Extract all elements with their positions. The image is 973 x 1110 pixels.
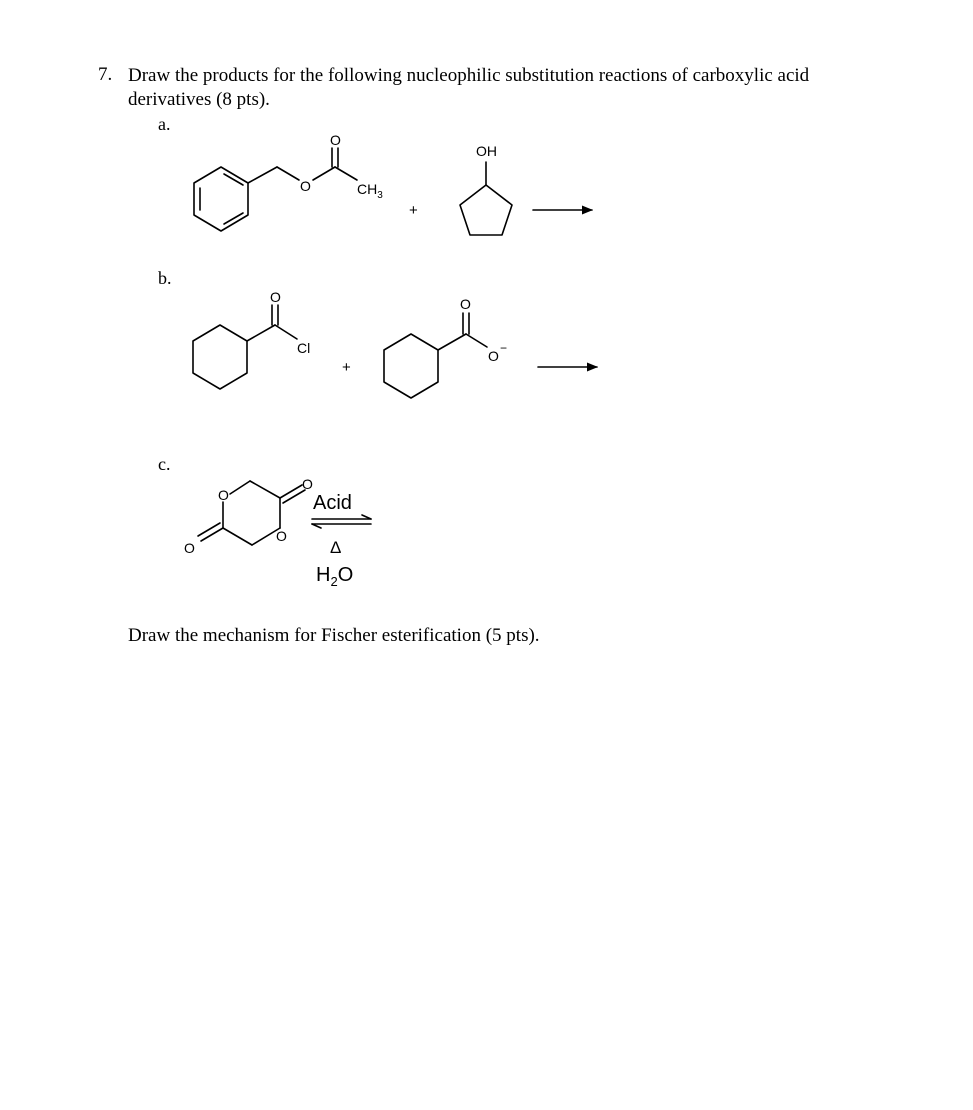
exocyclic-oxygen-1: O	[302, 476, 313, 492]
ring-oxygen-1: O	[218, 487, 229, 503]
chloride-label: Cl	[297, 340, 311, 356]
mechanism-prompt: Draw the mechanism for Fischer esterification (5 pts).	[128, 625, 540, 646]
condition-heat: Δ	[330, 538, 342, 557]
plus-sign-a: +	[409, 202, 418, 219]
condition-water: $H_2O$	[316, 564, 354, 589]
methyl-label: $CH_3$	[357, 181, 383, 201]
condition-acid: Acid	[313, 492, 352, 514]
question-prompt: Draw the products for the following nucleophilic substitution reactions of carboxylic acid derivatives (8 pts).	[128, 65, 810, 110]
ring-oxygen-2: O	[276, 528, 287, 544]
equilibrium-arrows	[312, 515, 371, 528]
cyclic-dilactone-molecule	[184, 476, 313, 556]
question-number: 7.	[98, 64, 113, 85]
carboxylate-oxygen-label: O	[488, 348, 499, 364]
carbonyl-oxygen-a: O	[330, 132, 341, 148]
carbonyl-oxygen-b1: O	[270, 289, 281, 305]
carbonyl-oxygen-b2: O	[460, 296, 471, 312]
part-a-label: a.	[158, 114, 171, 134]
cyclohexanecarbonyl-chloride-molecule	[193, 289, 310, 389]
reaction-c	[184, 476, 371, 589]
exocyclic-oxygen-2: O	[184, 540, 195, 556]
plus-sign-b: +	[342, 359, 351, 376]
cyclopentanol-molecule	[460, 143, 512, 235]
part-b-label: b.	[158, 268, 172, 288]
hydroxyl-label: OH	[476, 143, 497, 159]
benzyl-acetate-molecule	[194, 132, 383, 231]
ester-oxygen-a: O	[300, 178, 311, 194]
reaction-b	[193, 289, 597, 398]
negative-charge: −	[500, 341, 508, 355]
reaction-a	[194, 132, 592, 235]
part-c-label: c.	[158, 454, 171, 474]
cyclohexanecarboxylate-molecule	[384, 296, 507, 398]
